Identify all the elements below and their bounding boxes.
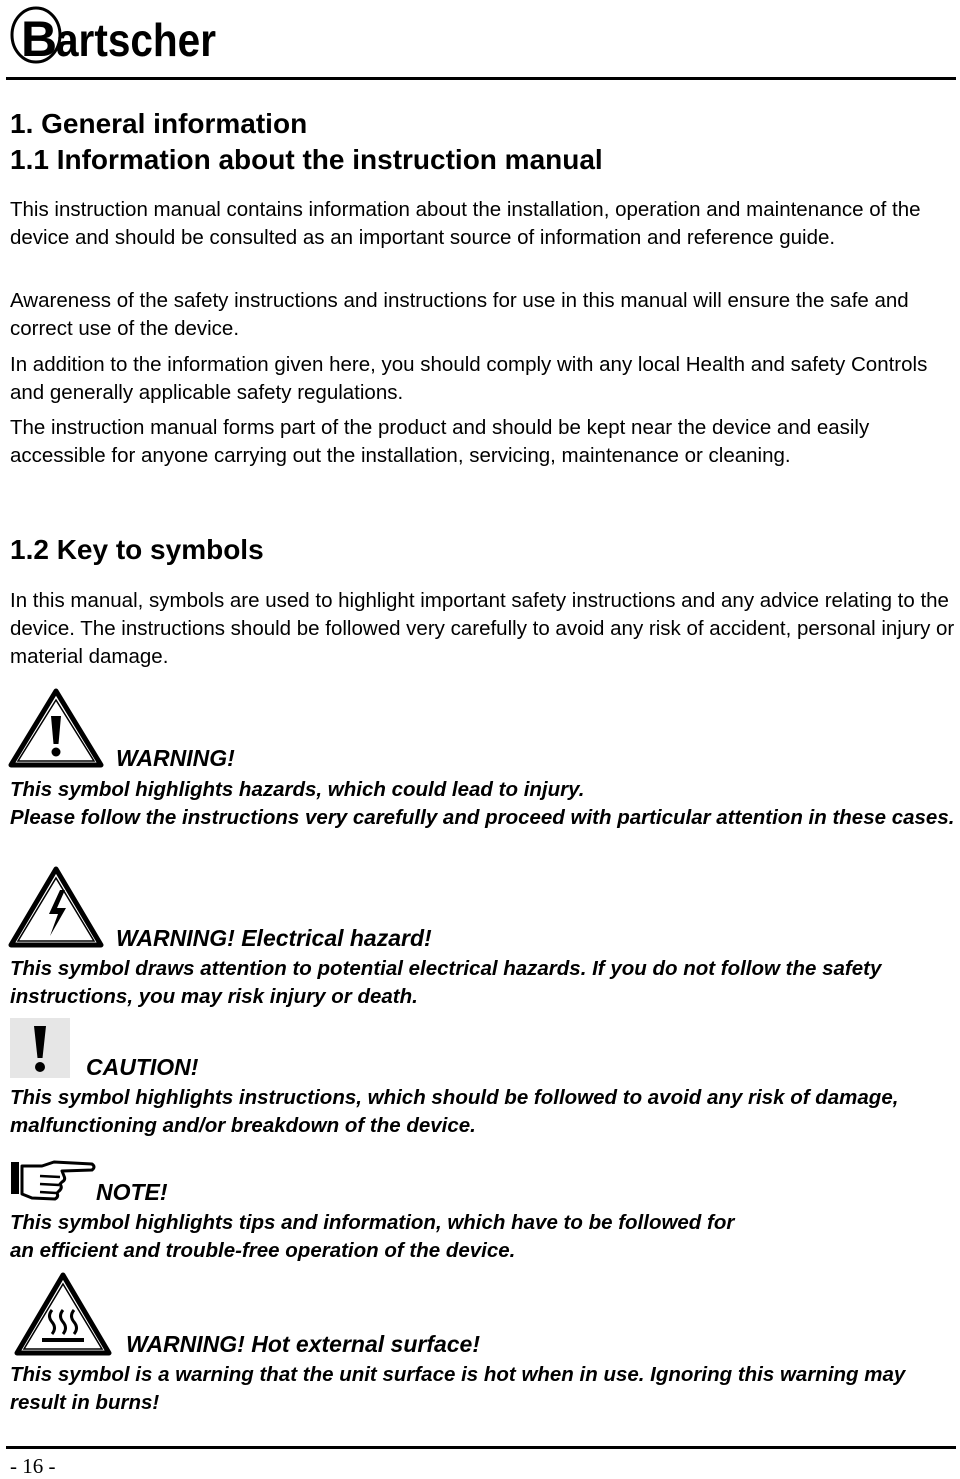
brand-logo	[10, 4, 220, 66]
paragraph-symbols-intro: In this manual, symbols are used to highlight important safety instructions and any advice relating to the device. The instructions should be followed very carefully to avoid any risk of accident, personal injury or material damage.	[10, 589, 955, 668]
hot-surface-icon	[14, 1272, 112, 1356]
warning-text-line-1: This symbol highlights hazards, which could lead to injury.	[10, 778, 585, 801]
warning-text-line-2: Please follow the instructions very carefully and proceed with particular attention in these cases.	[10, 806, 955, 829]
svg-text:B: B	[21, 11, 58, 66]
page-number: - 16 -	[10, 1454, 56, 1478]
hot-surface-title: WARNING! Hot external surface!	[126, 1331, 481, 1357]
caution-text: This symbol highlights instructions, which should be followed to avoid any risk of damage, malfunctioning and/or breakdown of the device.	[10, 1086, 899, 1137]
electrical-title: WARNING! Electrical hazard!	[116, 925, 432, 951]
warning-triangle-icon	[8, 688, 104, 768]
hot-surface-text: This symbol is a warning that the unit surface is hot when in use. Ignoring this warning may result in burns!	[10, 1363, 906, 1414]
paragraph-regulations: In addition to the information given here, you should comply with any local Health and safety Controls and generally applicable safety regulations.	[10, 353, 928, 404]
warning-title: WARNING!	[116, 745, 235, 771]
paragraph-accessibility: The instruction manual forms part of the product and should be kept near the device and easily accessible for anyone carrying out the installation, servicing, maintenance or cleaning.	[10, 416, 870, 467]
note-text-line-1: This symbol highlights tips and information, which have to be followed for	[10, 1211, 735, 1234]
electrical-hazard-icon	[8, 866, 104, 948]
page-title: 1. General information	[10, 108, 308, 139]
note-title: NOTE!	[96, 1179, 168, 1205]
pointing-hand-icon	[10, 1158, 96, 1204]
footer-rule	[6, 1446, 956, 1449]
section-heading-1-2: 1.2 Key to symbols	[10, 534, 264, 565]
header-rule	[6, 77, 956, 80]
svg-text:artscher: artscher	[56, 14, 217, 66]
caution-title: CAUTION!	[86, 1054, 199, 1080]
paragraph-awareness: Awareness of the safety instructions and instructions for use in this manual will ensure the safe and correct use of the device.	[10, 289, 909, 340]
note-text-line-2: an efficient and trouble-free operation of the device.	[10, 1239, 516, 1262]
electrical-text: This symbol draws attention to potential electrical hazards. If you do not follow the safety instructions, you may risk injury or death.	[10, 957, 882, 1008]
exclamation-icon	[10, 1018, 70, 1078]
section-heading-1-1: 1.1 Information about the instruction manual	[10, 144, 603, 175]
paragraph-intro: This instruction manual contains information about the installation, operation and maintenance of the device and should be consulted as an important source of information and reference guide.	[10, 198, 921, 249]
